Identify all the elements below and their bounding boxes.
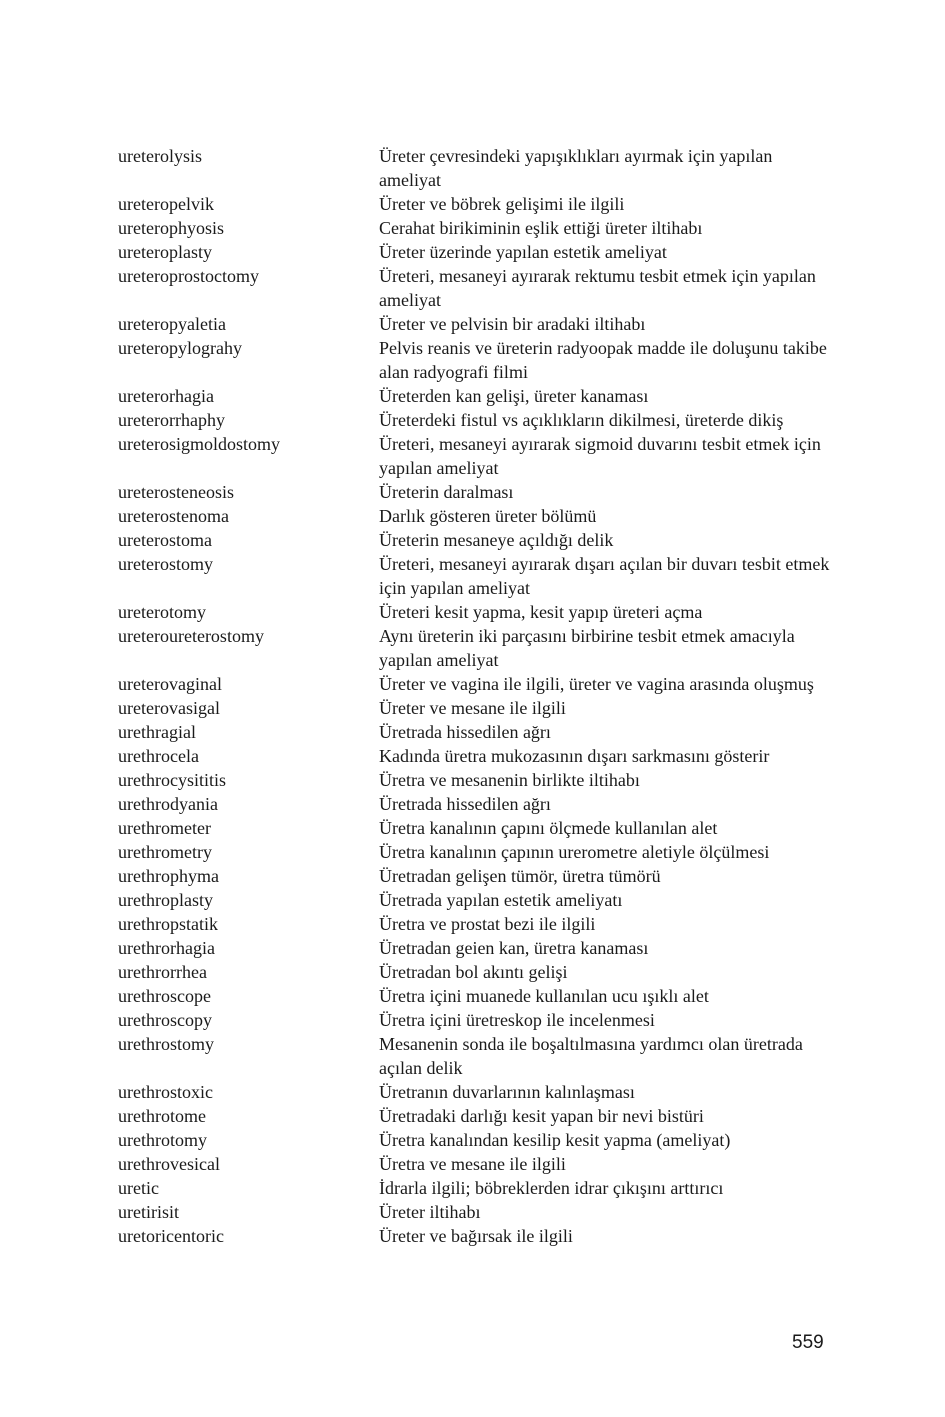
glossary-entry [118, 1128, 838, 1152]
entry-term: ureterostomy [118, 554, 213, 574]
entry-definition: Üreter ve pelvisin bir aradaki iltihabı [379, 314, 646, 334]
entry-definition: Üretra içini üretreskop ile incelenmesi [379, 1010, 655, 1030]
entry-definition: Üretranın duvarlarının kalınlaşması [379, 1082, 635, 1102]
entry-definition: Darlık gösteren üreter bölümü [379, 506, 597, 526]
entry-term: urethrodyania [118, 794, 218, 814]
entry-term: ureterovasigal [118, 698, 220, 718]
entry-definition: Üreterdeki fistul vs açıklıkların dikilmesi, üreterde dikiş [379, 410, 784, 430]
entry-term: uretirisit [118, 1202, 179, 1222]
entry-term: urethrostomy [118, 1034, 214, 1054]
entry-definition: İdrarla ilgili; böbreklerden idrar çıkışını arttırıcı [379, 1178, 724, 1198]
entry-term: urethrorrhea [118, 962, 207, 982]
glossary-entry [118, 696, 838, 720]
entry-definition: Üretra kanalının çapının urerometre aletiyle ölçülmesi [379, 842, 770, 862]
entry-term: urethrometry [118, 842, 212, 862]
entry-definition: Üretradaki darlığı kesit yapan bir nevi bistüri [379, 1106, 704, 1126]
entry-term: ureteropyaletia [118, 314, 226, 334]
entry-term: urethrocysititis [118, 770, 226, 790]
entry-definition: Üreteri, mesaneyi ayırarak rektumu tesbit etmek için yapılan ameliyat [379, 266, 816, 310]
glossary-entry [118, 816, 838, 840]
entry-term: ureterosteneosis [118, 482, 234, 502]
glossary-entries [118, 144, 838, 1248]
entry-term: ureteropylograhy [118, 338, 242, 358]
entry-definition: Üretra içini muanede kullanılan ucu ışıklı alet [379, 986, 709, 1006]
entry-term: urethrotomy [118, 1130, 207, 1150]
entry-term: urethrometer [118, 818, 211, 838]
entry-term: ureterotomy [118, 602, 206, 622]
entry-term: ureteroplasty [118, 242, 212, 262]
glossary-entry [118, 984, 838, 1008]
glossary-entry [118, 1104, 838, 1128]
entry-term: ureterolysis [118, 146, 202, 166]
glossary-entry [118, 960, 838, 984]
entry-definition: Üreteri kesit yapma, kesit yapıp üreteri açma [379, 602, 703, 622]
entry-definition: Üreterin mesaneye açıldığı delik [379, 530, 614, 550]
entry-term: ureterophyosis [118, 218, 224, 238]
entry-term: uretoricentoric [118, 1226, 224, 1246]
entry-term: urethrocela [118, 746, 199, 766]
entry-term: uretic [118, 1178, 159, 1198]
entry-definition: Üreter ve mesane ile ilgili [379, 698, 566, 718]
page-number: 559 [792, 1332, 824, 1353]
entry-definition: Üreter ve vagina ile ilgili, üreter ve vagina arasında oluşmuş [379, 674, 814, 694]
glossary-entry [118, 144, 838, 192]
entry-definition: Kadında üretra mukozasının dışarı sarkmasını gösterir [379, 746, 770, 766]
glossary-entry [118, 1032, 838, 1080]
entry-term: urethrostoxic [118, 1082, 213, 1102]
entry-term: urethroplasty [118, 890, 213, 910]
glossary-entry [118, 528, 838, 552]
entry-term: urethroscopy [118, 1010, 212, 1030]
entry-definition: Aynı üreterin iki parçasını birbirine tesbit etmek amacıyla yapılan ameliyat [379, 626, 795, 670]
glossary-entry [118, 216, 838, 240]
entry-term: ureterostenoma [118, 506, 229, 526]
entry-term: urethrotome [118, 1106, 206, 1126]
glossary-entry [118, 792, 838, 816]
entry-definition: Üreter üzerinde yapılan estetik ameliyat [379, 242, 667, 262]
entry-term: urethroscope [118, 986, 211, 1006]
glossary-entry [118, 840, 838, 864]
entry-definition: Üretradan geien kan, üretra kanaması [379, 938, 649, 958]
entry-definition: Üreter ve bağırsak ile ilgili [379, 1226, 573, 1246]
glossary-entry [118, 1152, 838, 1176]
glossary-entry [118, 912, 838, 936]
entry-definition: Üretra kanalından kesilip kesit yapma (ameliyat) [379, 1130, 731, 1150]
entry-term: ureteroprostoctomy [118, 266, 259, 286]
glossary-entry [118, 768, 838, 792]
glossary-entry [118, 384, 838, 408]
glossary-entry [118, 1224, 838, 1248]
entry-definition: Üretra ve mesane ile ilgili [379, 1154, 566, 1174]
entry-definition: Üreter iltihabı [379, 1202, 481, 1222]
entry-definition: Üretrada hissedilen ağrı [379, 722, 551, 742]
entry-definition: Üretradan gelişen tümör, üretra tümörü [379, 866, 661, 886]
glossary-entry [118, 672, 838, 696]
entry-definition: Pelvis reanis ve üreterin radyoopak madde ile doluşunu takibe alan radyografi filmi [379, 338, 827, 382]
glossary-entry [118, 408, 838, 432]
entry-term: ureteroureterostomy [118, 626, 264, 646]
entry-definition: Üreteri, mesaneyi ayırarak dışarı açılan bir duvarı tesbit etmek için yapılan ameliyat [379, 554, 830, 598]
glossary-entry [118, 600, 838, 624]
entry-definition: Üreter çevresindeki yapışıklıkları ayırmak için yapılan ameliyat [379, 146, 773, 190]
entry-term: urethrophyma [118, 866, 219, 886]
glossary-entry [118, 1200, 838, 1224]
glossary-entry [118, 1080, 838, 1104]
glossary-entry [118, 864, 838, 888]
entry-definition: Üretra ve prostat bezi ile ilgili [379, 914, 596, 934]
glossary-entry [118, 1176, 838, 1200]
glossary-entry [118, 936, 838, 960]
entry-term: urethrovesical [118, 1154, 220, 1174]
entry-definition: Üretrada yapılan estetik ameliyatı [379, 890, 623, 910]
entry-term: urethrorhagia [118, 938, 215, 958]
glossary-entry [118, 432, 838, 480]
entry-term: urethropstatik [118, 914, 218, 934]
glossary-entry [118, 888, 838, 912]
entry-term: ureteropelvik [118, 194, 214, 214]
entry-definition: Üretra kanalının çapını ölçmede kullanılan alet [379, 818, 718, 838]
entry-definition: Üreterin daralması [379, 482, 514, 502]
entry-definition: Üreteri, mesaneyi ayırarak sigmoid duvarını tesbit etmek için yapılan ameliyat [379, 434, 821, 478]
glossary-entry [118, 1008, 838, 1032]
entry-definition: Üretrada hissedilen ağrı [379, 794, 551, 814]
glossary-entry [118, 264, 838, 312]
entry-term: ureterorhagia [118, 386, 214, 406]
entry-term: urethragial [118, 722, 196, 742]
glossary-entry [118, 504, 838, 528]
glossary-entry [118, 744, 838, 768]
glossary-entry [118, 552, 838, 600]
entry-definition: Üreterden kan gelişi, üreter kanaması [379, 386, 649, 406]
glossary-entry [118, 336, 838, 384]
entry-definition: Üretradan bol akıntı gelişi [379, 962, 568, 982]
glossary-entry [118, 312, 838, 336]
glossary-entry [118, 240, 838, 264]
glossary-entry [118, 480, 838, 504]
glossary-entry [118, 192, 838, 216]
entry-definition: Cerahat birikiminin eşlik ettiği üreter iltihabı [379, 218, 703, 238]
entry-definition: Üretra ve mesanenin birlikte iltihabı [379, 770, 640, 790]
entry-definition: Üreter ve böbrek gelişimi ile ilgili [379, 194, 625, 214]
glossary-entry [118, 720, 838, 744]
entry-term: ureterovaginal [118, 674, 222, 694]
entry-definition: Mesanenin sonda ile boşaltılmasına yardımcı olan üretrada açılan delik [379, 1034, 803, 1078]
entry-term: ureterostoma [118, 530, 212, 550]
entry-term: ureterosigmoldostomy [118, 434, 280, 454]
entry-term: ureterorrhaphy [118, 410, 225, 430]
glossary-entry [118, 624, 838, 672]
